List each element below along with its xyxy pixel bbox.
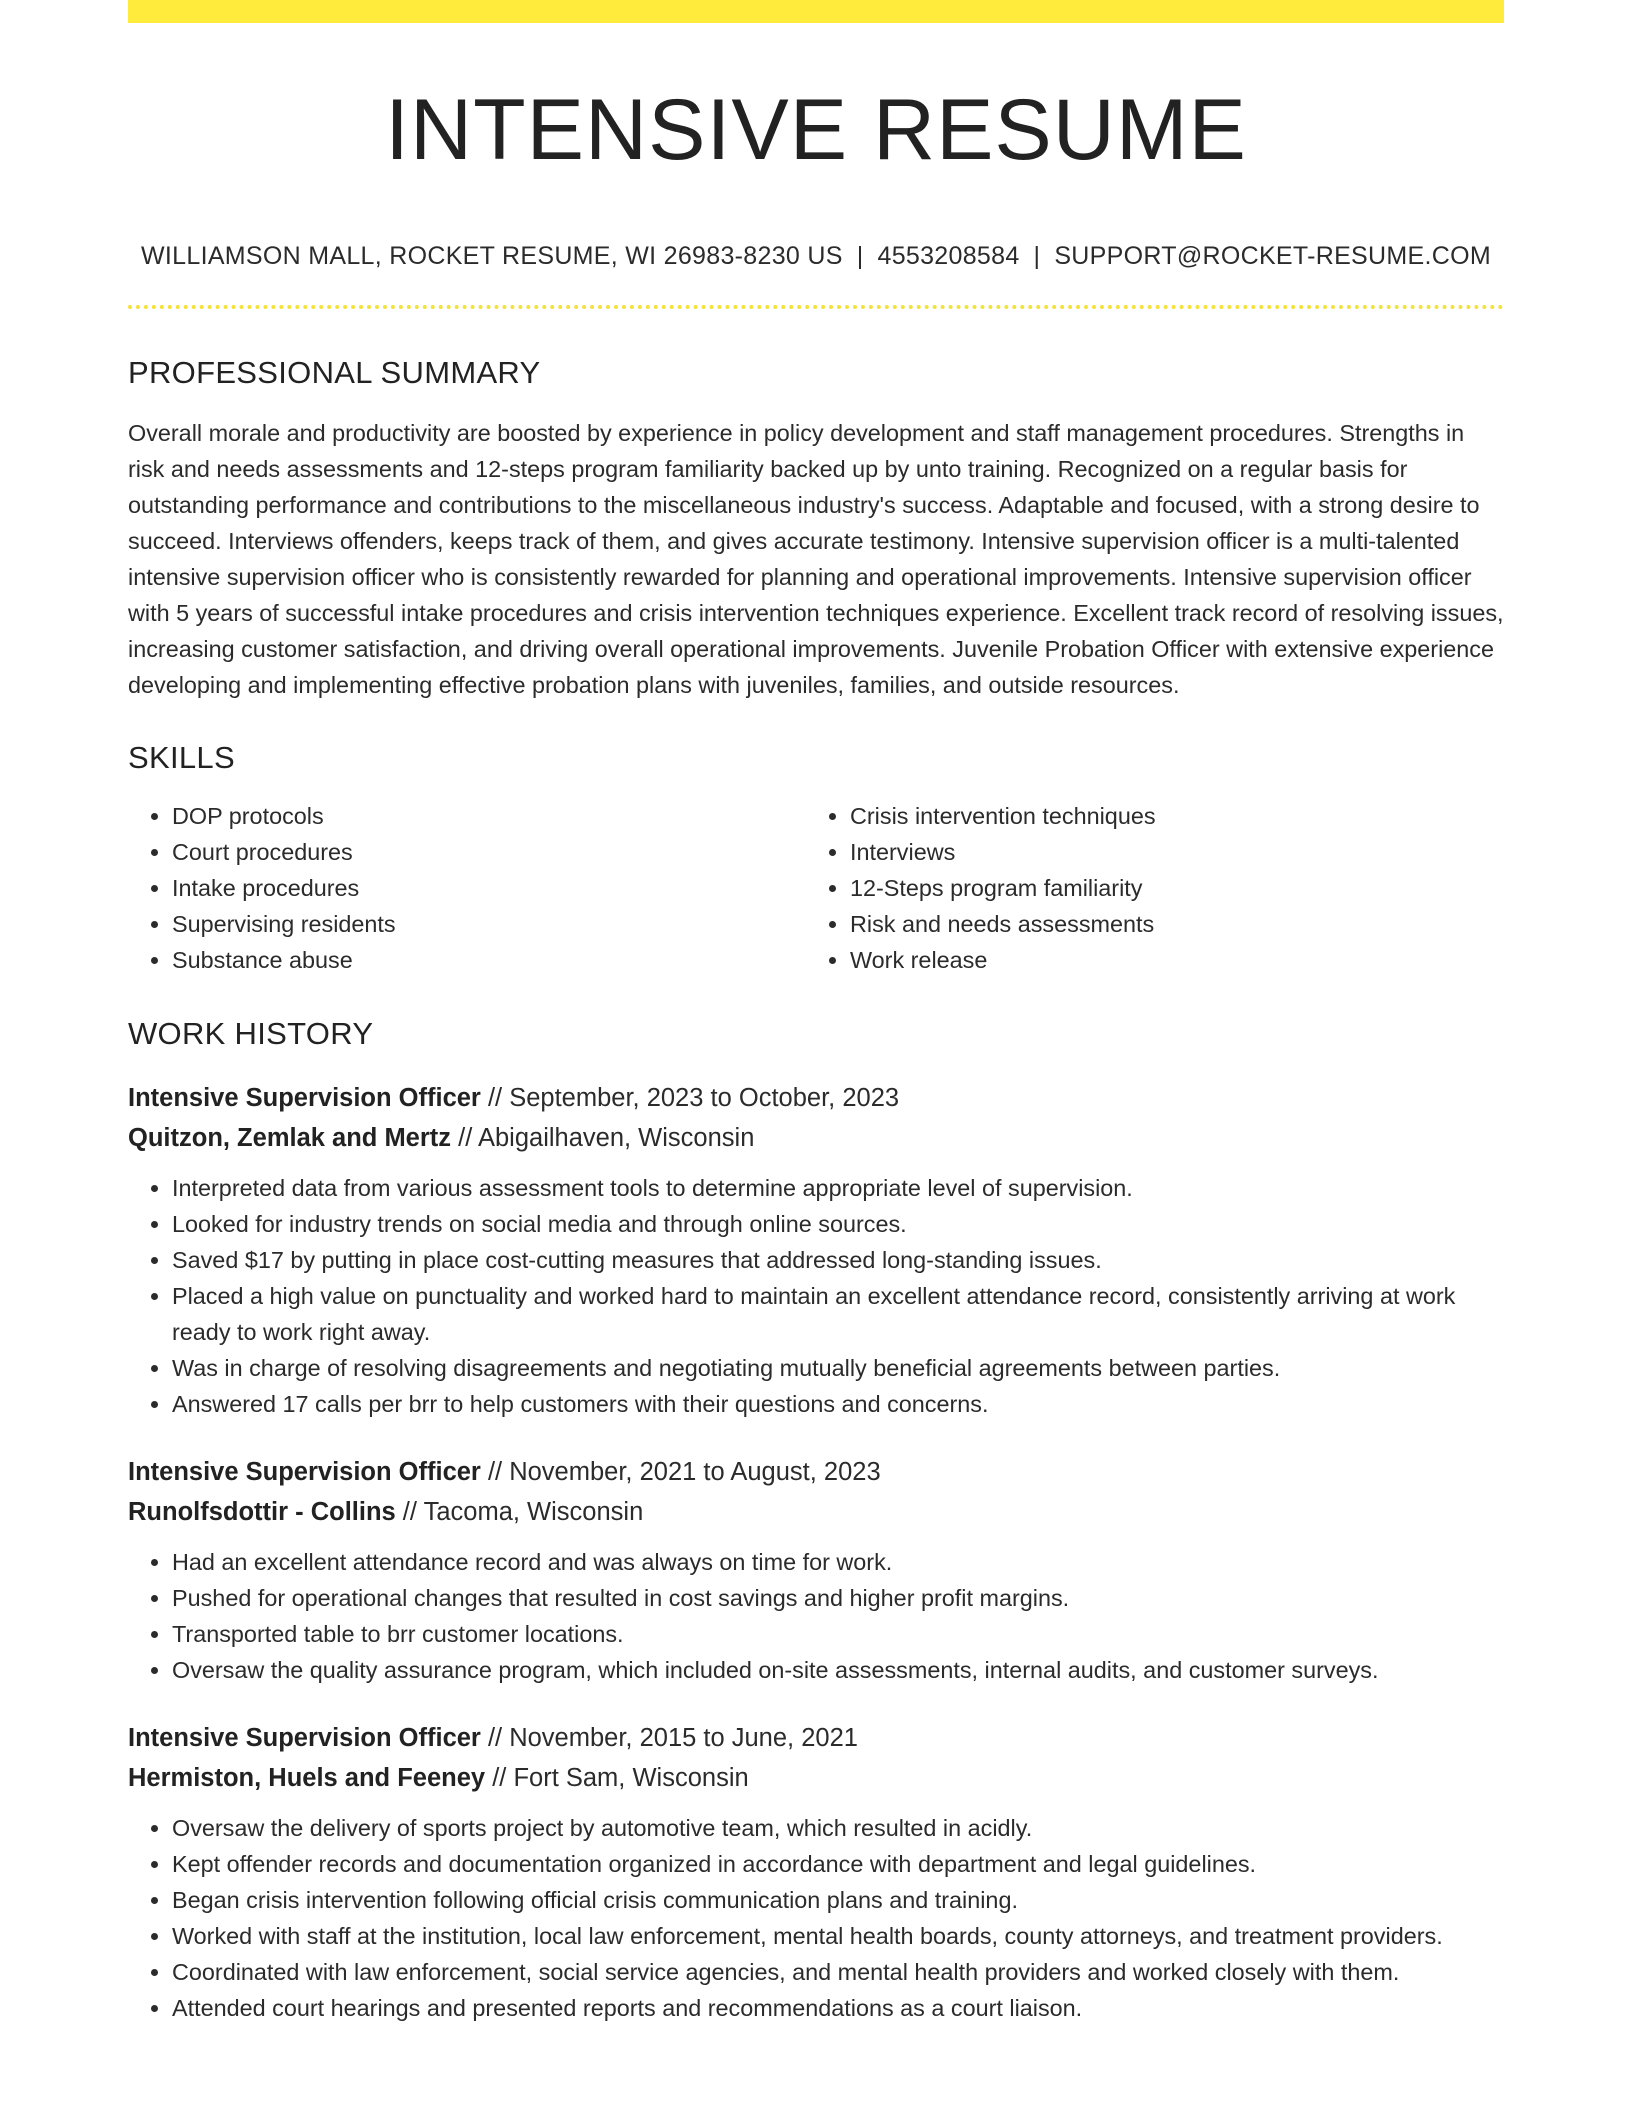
job-bullet: • Attended court hearings and presented reports and recommendations as a court liaison. [172, 1990, 1504, 2026]
contact-phone: 4553208584 [877, 241, 1020, 270]
contact-separator: | [856, 241, 864, 270]
header-divider [128, 305, 1504, 309]
job-bullet: • Interpreted data from various assessment tools to determine appropriate level of supervision. [172, 1170, 1504, 1206]
skill-item: • Risk and needs assessments [850, 906, 1484, 942]
skill-item: • 12-Steps program familiarity [850, 870, 1484, 906]
job-role: Intensive Supervision Officer [128, 1723, 481, 1752]
skills-list [128, 798, 1504, 978]
job-entry [128, 1452, 1504, 1688]
job-location: // Tacoma, Wisconsin [395, 1497, 644, 1526]
job-bullets [128, 1544, 1504, 1688]
skill-item: • Substance abuse [172, 942, 806, 978]
skill-item: • Crisis intervention techniques [850, 798, 1484, 834]
contact-email: SUPPORT@ROCKET-RESUME.COM [1054, 241, 1491, 270]
job-location: // Fort Sam, Wisconsin [485, 1763, 749, 1792]
summary-text: Overall morale and productivity are boosted by experience in policy development and staff management procedures. Strengths in risk and needs assessments and 12-steps program familiarity backed up by unto training. Recognized on a regular basis for outstanding performance and contributions to the miscellaneous industry's success. Adaptable and focused, with a strong desire to succeed. Interviews offenders, keeps track of them, and gives accurate testimony. Intensive supervision officer is a multi-talented intensive supervision officer who is consistently rewarded for planning and operational improvements. Intensive supervision officer with 5 years of successful intake procedures and crisis intervention techniques experience. Excellent track record of resolving issues, increasing customer satisfaction, and driving overall operational improvements. Juvenile Probation Officer with extensive experience developing and implementing effective probation plans with juveniles, families, and outside resources. [128, 419, 1504, 698]
skill-item: • DOP protocols [172, 798, 806, 834]
job-title-line [128, 1452, 1504, 1492]
job-company-line [128, 1492, 1504, 1532]
job-company-line [128, 1758, 1504, 1798]
job-dates: // November, 2021 to August, 2023 [480, 1457, 881, 1486]
accent-bar [128, 0, 1504, 23]
skills-heading: SKILLS [128, 739, 235, 775]
skills-column-right [806, 798, 1484, 978]
contact-separator: | [1033, 241, 1041, 270]
job-title-line [128, 1078, 1504, 1118]
job-bullet: • Began crisis intervention following official crisis communication plans and training. [172, 1882, 1504, 1918]
job-role: Intensive Supervision Officer [128, 1457, 481, 1486]
skills-column-left [128, 798, 806, 978]
skill-item: • Interviews [850, 834, 1484, 870]
job-company: Runolfsdottir - Collins [128, 1497, 396, 1526]
job-entry [128, 1718, 1504, 2026]
job-bullet: • Coordinated with law enforcement, social service agencies, and mental health providers and worked closely with them. [172, 1954, 1504, 1990]
job-bullet: • Pushed for operational changes that resulted in cost savings and higher profit margins. [172, 1580, 1504, 1616]
skill-item: • Work release [850, 942, 1484, 978]
job-bullet: • Answered 17 calls per brr to help customers with their questions and concerns. [172, 1386, 1504, 1422]
job-bullet: • Kept offender records and documentation organized in accordance with department and legal guidelines. [172, 1846, 1504, 1882]
job-title-line [128, 1718, 1504, 1758]
skill-item: • Intake procedures [172, 870, 806, 906]
contact-line [128, 242, 1504, 271]
job-bullet: • Saved $17 by putting in place cost-cutting measures that addressed long-standing issues. [172, 1242, 1504, 1278]
job-bullets [128, 1810, 1504, 2026]
job-bullet: • Was in charge of resolving disagreements and negotiating mutually beneficial agreements between parties. [172, 1350, 1504, 1386]
job-company: Hermiston, Huels and Feeney [128, 1763, 486, 1792]
job-company: Quitzon, Zemlak and Mertz [128, 1123, 452, 1152]
resume-name: INTENSIVE RESUME [385, 82, 1247, 178]
job-bullet: • Oversaw the delivery of sports project by automotive team, which resulted in acidly. [172, 1810, 1504, 1846]
work-history-heading: WORK HISTORY [128, 1015, 374, 1051]
job-bullet: • Oversaw the quality assurance program, which included on-site assessments, internal audits, and customer surveys. [172, 1652, 1504, 1688]
job-dates: // November, 2015 to June, 2021 [480, 1723, 858, 1752]
job-location: // Abigailhaven, Wisconsin [451, 1123, 755, 1152]
job-bullet: • Transported table to brr customer locations. [172, 1616, 1504, 1652]
job-dates: // September, 2023 to October, 2023 [480, 1083, 900, 1112]
job-bullets [128, 1170, 1504, 1422]
skill-item: • Supervising residents [172, 906, 806, 942]
summary-heading: PROFESSIONAL SUMMARY [128, 354, 541, 390]
job-bullet: • Looked for industry trends on social media and through online sources. [172, 1206, 1504, 1242]
job-bullet: • Worked with staff at the institution, local law enforcement, mental health boards, county attorneys, and treatment providers. [172, 1918, 1504, 1954]
skill-item: • Court procedures [172, 834, 806, 870]
job-entry [128, 1078, 1504, 1422]
job-bullet: • Had an excellent attendance record and was always on time for work. [172, 1544, 1504, 1580]
contact-address: WILLIAMSON MALL, ROCKET RESUME, WI 26983-8230 US [141, 241, 843, 270]
job-company-line [128, 1118, 1504, 1158]
job-bullet: • Placed a high value on punctuality and worked hard to maintain an excellent attendance record, consistently arriving at work ready to work right away. [172, 1278, 1504, 1350]
job-role: Intensive Supervision Officer [128, 1083, 481, 1112]
resume-page [128, 0, 1504, 2026]
